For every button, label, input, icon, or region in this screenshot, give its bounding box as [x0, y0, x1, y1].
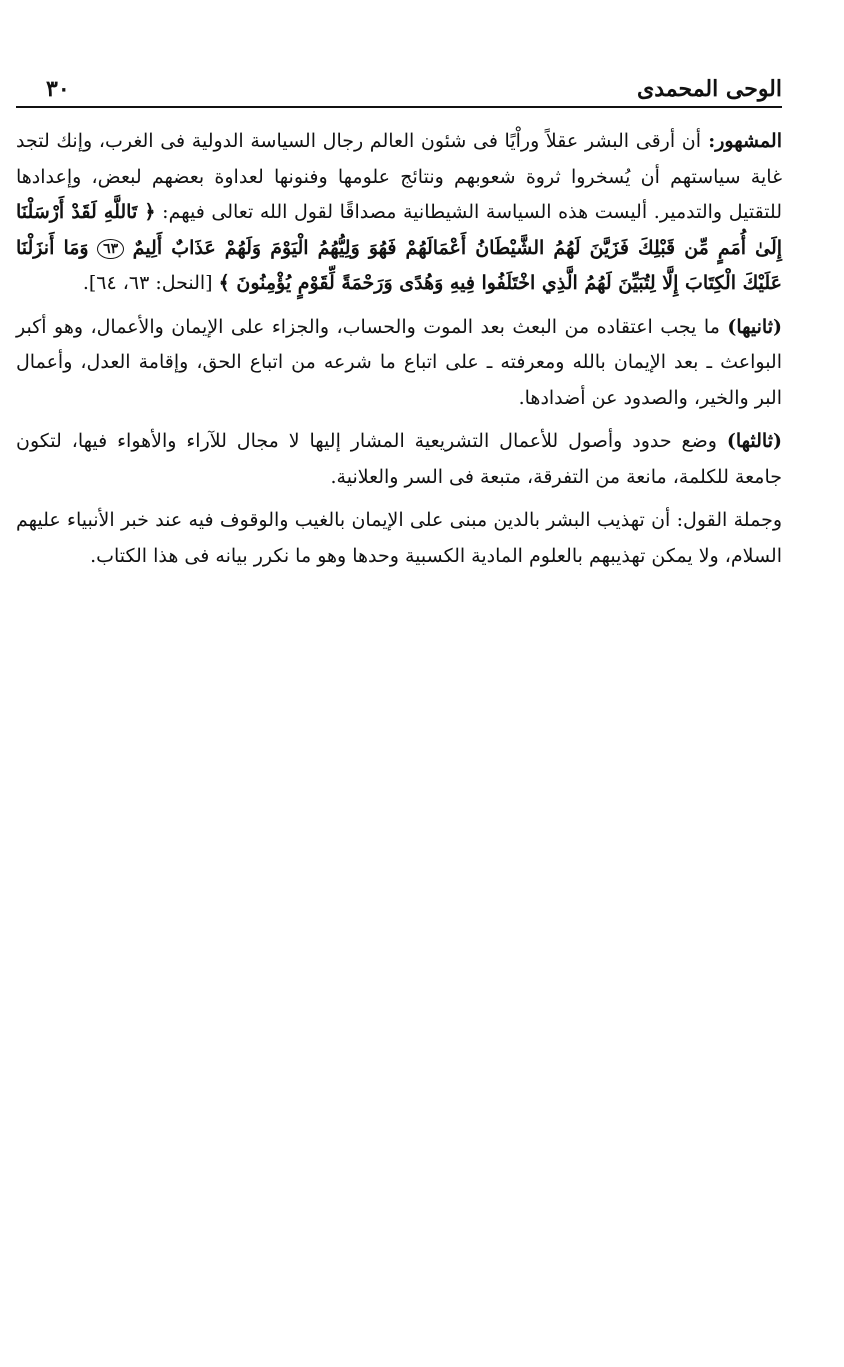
paragraph-2-lead: (ثانيها) [727, 315, 782, 338]
paragraph-1-text: أن أرقى البشر عقلاً وراْيًا فى شئون العالم رجال السياسة الدولية فى الغرب، وإنك لتجد غاية سياستهم أن يُسخروا ثروة شعوبهم ونتائج علومها وفنونها لعداوة بعضهم لبعض، وإعدادها للتقتيل والتدمير. أليست هذه السياسة الشيطانية مصداقًا لقول الله تعالى فيهم: [16, 130, 782, 223]
paragraph-3-lead: (ثالثها) [726, 430, 782, 452]
ayah-number-marker: ٦٣ [97, 239, 124, 259]
paragraph-3-text: وضع حدود وأصول للأعمال التشريعية المشار إليها لا مجال للآراء والأهواء فيها، لتكون جامعة للكلمة، مانعة من التفرقة، متبعة فى السر والعلانية. [16, 430, 782, 488]
paragraph-4 [16, 503, 782, 574]
running-head [16, 74, 782, 104]
paragraph-3 [16, 424, 782, 495]
book-title: الوحى المحمدى [637, 76, 782, 102]
quran-verse-64: وَمَا أَنزَلْنَا عَلَيْكَ الْكِتَابَ إِلَّا لِتُبَيِّنَ لَهُمُ الَّذِي اخْتَلَفُوا فِيهِ وَهُدًى وَرَحْمَةً لِّقَوْمٍ يُؤْمِنُونَ ﴾ [16, 236, 782, 294]
paragraph-2 [16, 310, 782, 417]
paragraph-4-text: وجملة القول: أن تهذيب البشر بالدين مبنى على الإيمان بالغيب والوقوف فيه عند خبر الأنبياء عليهم السلام، ولا يمكن تهذيبهم بالعلوم المادية الكسبية وحدها وهو ما نكرر بيانه فى هذا الكتاب. [16, 509, 782, 567]
paragraph-1 [16, 124, 782, 302]
paragraph-2-text: ما يجب اعتقاده من البعث بعد الموت والحساب، والجزاء على الإيمان والأعمال، وهو أكبر البواعث ـ بعد الإيمان بالله ومعرفته ـ على اتباع ما شرعه من اتباع الحق، وإقامة العدل، وأعمال البر والخير، والصدود عن أضدادها. [16, 315, 782, 409]
paragraph-1-lead: المشهور: [701, 130, 782, 152]
header-rule [16, 106, 782, 108]
page-number: ٣٠ [46, 76, 70, 102]
quran-citation: [النحل: ٦٣، ٦٤]. [82, 272, 213, 294]
quran-verse-63: ﴿ تَاللَّهِ لَقَدْ أَرْسَلْنَا إِلَىٰ أُمَمٍ مِّن قَبْلِكَ فَزَيَّنَ لَهُمُ الشَّيْطَانُ أَعْمَالَهُمْ فَهُوَ وَلِيُّهُمُ الْيَوْمَ وَلَهُمْ عَذَابٌ أَلِيمٌ [16, 201, 783, 259]
body-text [16, 124, 782, 582]
